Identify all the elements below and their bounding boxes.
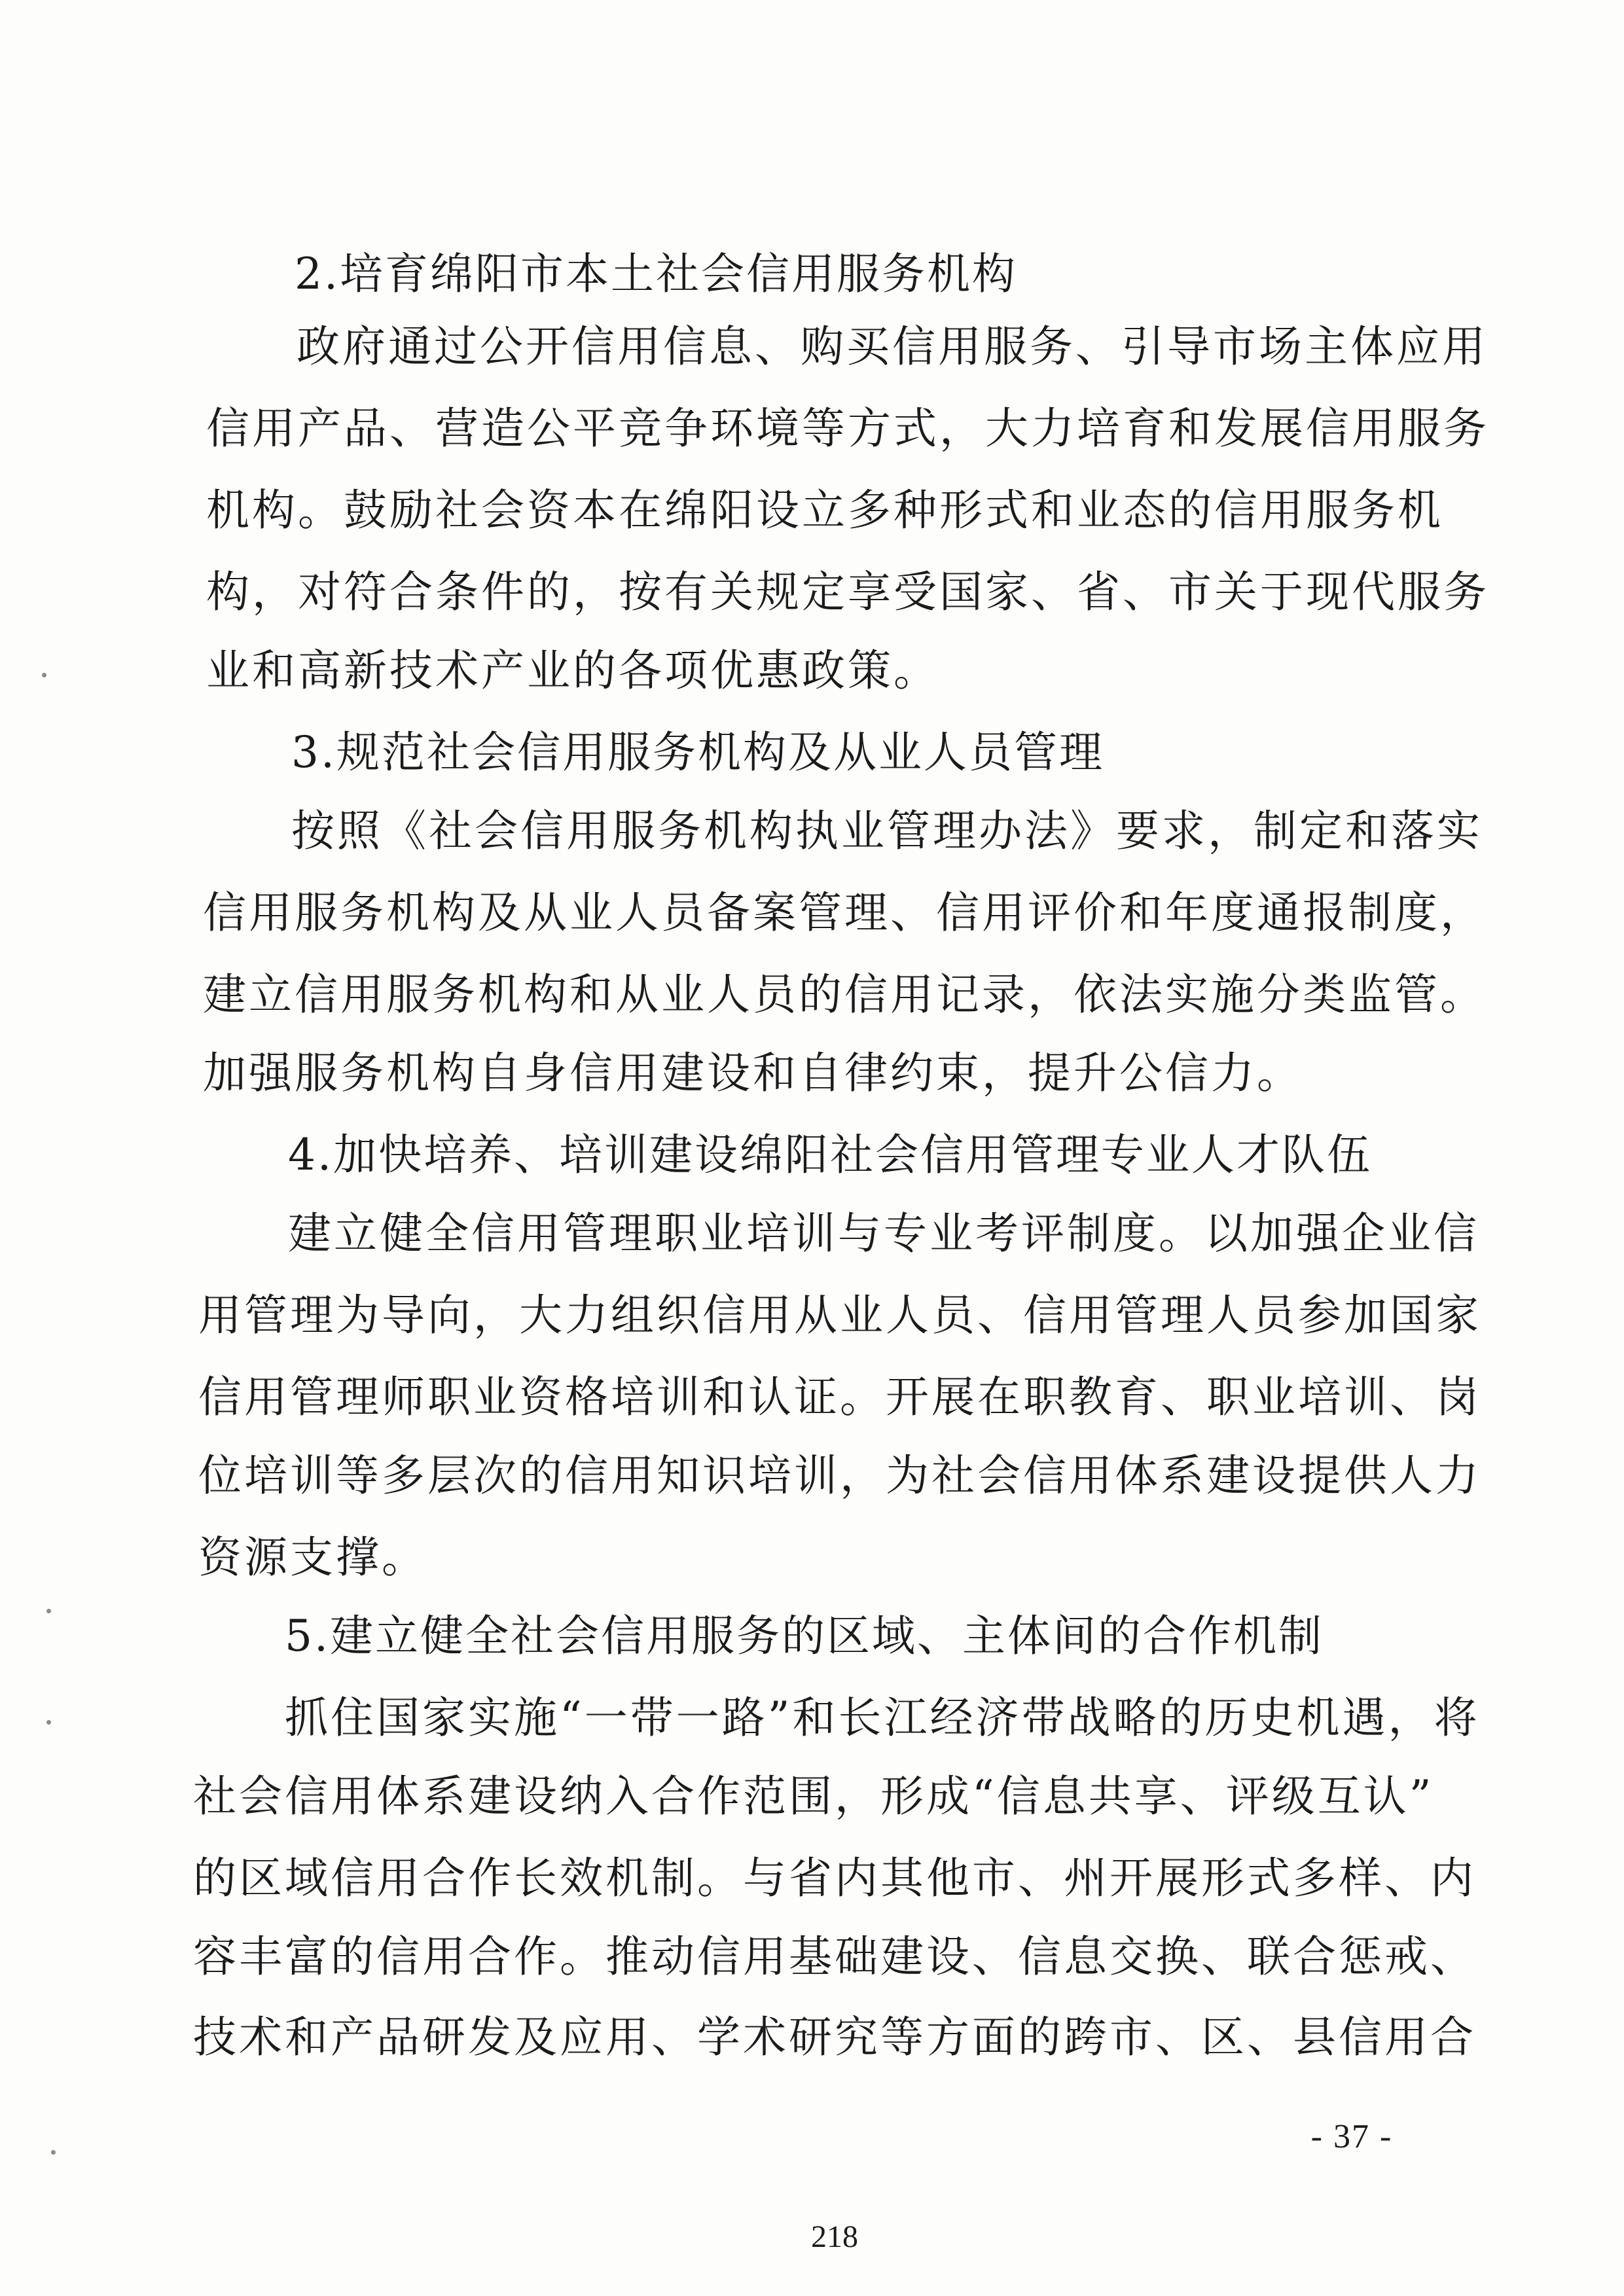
paragraph-line: 信用服务机构及从业人员备案管理、信用评价和年度通报制度， xyxy=(203,888,1486,938)
paragraph-line: 信用管理师职业资格培训和认证。开展在职教育、职业培训、岗 xyxy=(198,1372,1481,1422)
paragraph-line: 的区域信用合作长效机制。与省内其他市、州开展形式多样、内 xyxy=(193,1853,1476,1903)
paragraph-line: 建立信用服务机构和从业人员的信用记录，依法实施分类监管。 xyxy=(203,969,1486,1020)
archive-number: 218 xyxy=(811,2219,858,2254)
paragraph-line: 技术和产品研发及应用、学术研究等方面的跨市、区、县信用合 xyxy=(193,2012,1476,2062)
scan-speck xyxy=(46,1720,51,1725)
paragraph-line: 资源支撑。 xyxy=(198,1532,427,1583)
scan-speck xyxy=(51,2150,56,2155)
paragraph-line: 位培训等多层次的信用知识培训，为社会信用体系建设提供人力 xyxy=(198,1450,1481,1501)
section-heading-4: 4.加快培养、培训建设绵阳社会信用管理专业人才队伍 xyxy=(288,1130,1372,1180)
paragraph-line: 按照《社会信用服务机构执业管理办法》要求，制定和落实 xyxy=(291,806,1483,856)
paragraph-line: 政府通过公开信用信息、购买信用服务、引导市场主体应用 xyxy=(297,321,1488,372)
section-heading-2: 2.培育绵阳市本土社会信用服务机构 xyxy=(295,249,1017,299)
paragraph-line: 业和高新技术产业的各项优惠政策。 xyxy=(206,645,939,696)
paragraph-line: 信用产品、营造公平竞争环境等方式，大力培育和发展信用服务 xyxy=(206,403,1489,454)
paragraph-line: 抓住国家实施“一带一路”和长江经济带战略的历史机遇，将 xyxy=(285,1693,1480,1743)
paragraph-line: 社会信用体系建设纳入合作范围，形成“信息共享、评级互认” xyxy=(193,1771,1434,1821)
section-heading-5: 5.建立健全社会信用服务的区域、主体间的合作机制 xyxy=(285,1611,1324,1661)
page-number: - 37 - xyxy=(1310,2118,1393,2155)
paragraph-line: 用管理为导向，大力组织信用从业人员、信用管理人员参加国家 xyxy=(198,1290,1481,1340)
paragraph-line: 容丰富的信用合作。推动信用基础建设、信息交换、联合惩戒、 xyxy=(193,1931,1476,1982)
paragraph-line: 加强服务机构自身信用建设和自律约束，提升公信力。 xyxy=(203,1048,1303,1098)
paragraph-line: 建立健全信用管理职业培训与专业考评制度。以加强企业信 xyxy=(288,1208,1479,1259)
scan-speck xyxy=(46,1609,51,1613)
section-heading-3: 3.规范社会信用服务机构及从业人员管理 xyxy=(291,727,1104,778)
scan-speck xyxy=(42,673,46,677)
paragraph-line: 构，对符合条件的，按有关规定享受国家、省、市关于现代服务 xyxy=(206,567,1489,617)
paragraph-line: 机构。鼓励社会资本在绵阳设立多种形式和业态的信用服务机 xyxy=(206,485,1443,535)
